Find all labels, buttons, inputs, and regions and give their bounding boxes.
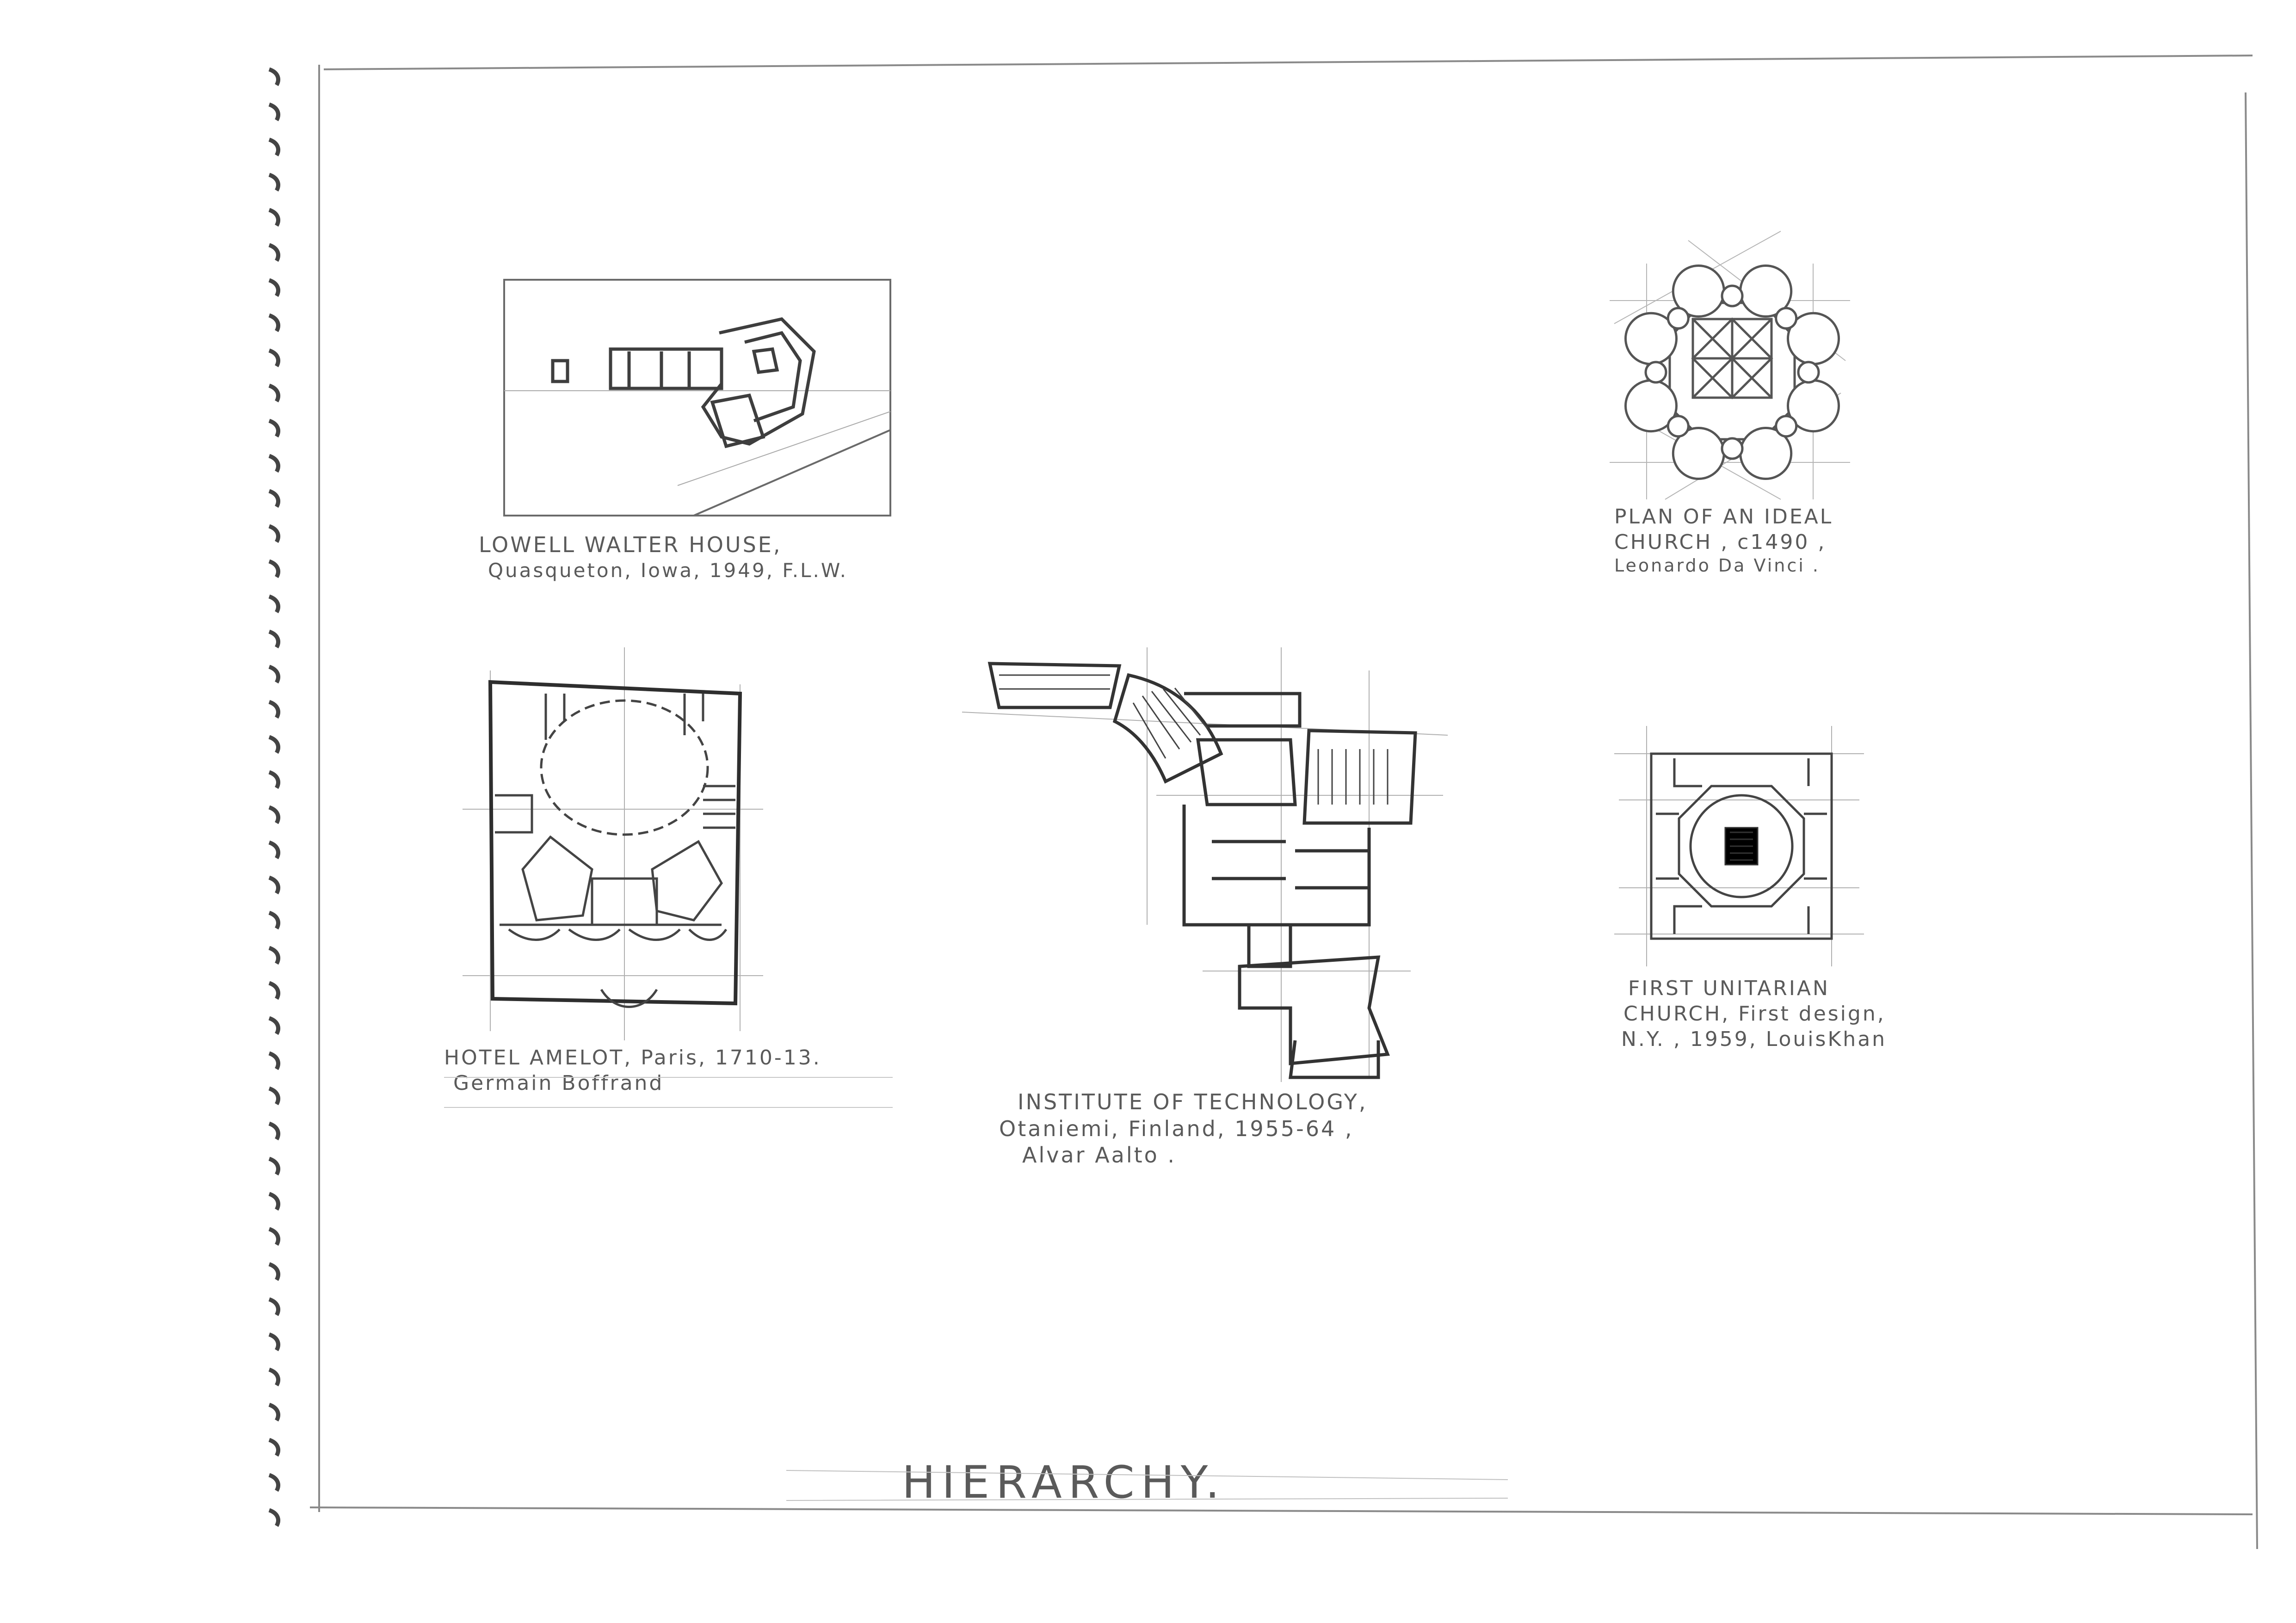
caption-line: Germain Boffrand [453,1071,664,1095]
sheet-title: HIERARCHY. [902,1457,1226,1508]
caption-line: Quasqueton, Iowa, 1949, F.L.W. [488,559,848,582]
caption-line: Leonardo Da Vinci . [1614,555,1820,576]
caption-line: HOTEL AMELOT, Paris, 1710-13. [444,1046,821,1070]
caption-line: CHURCH , c1490 , [1614,530,1827,554]
caption-line: CHURCH, First design, [1623,1002,1886,1026]
caption-line: LOWELL WALTER HOUSE, [479,532,782,557]
caption-line: FIRST UNITARIAN [1628,977,1830,1000]
caption-line: N.Y. , 1959, LouisKhan [1621,1027,1887,1051]
caption-line: PLAN OF AN IDEAL [1614,505,1833,529]
caption-line: Alvar Aalto . [1022,1143,1177,1168]
caption-line: Otaniemi, Finland, 1955-64 , [999,1116,1354,1141]
caption-line: INSTITUTE OF TECHNOLOGY, [1018,1089,1368,1114]
